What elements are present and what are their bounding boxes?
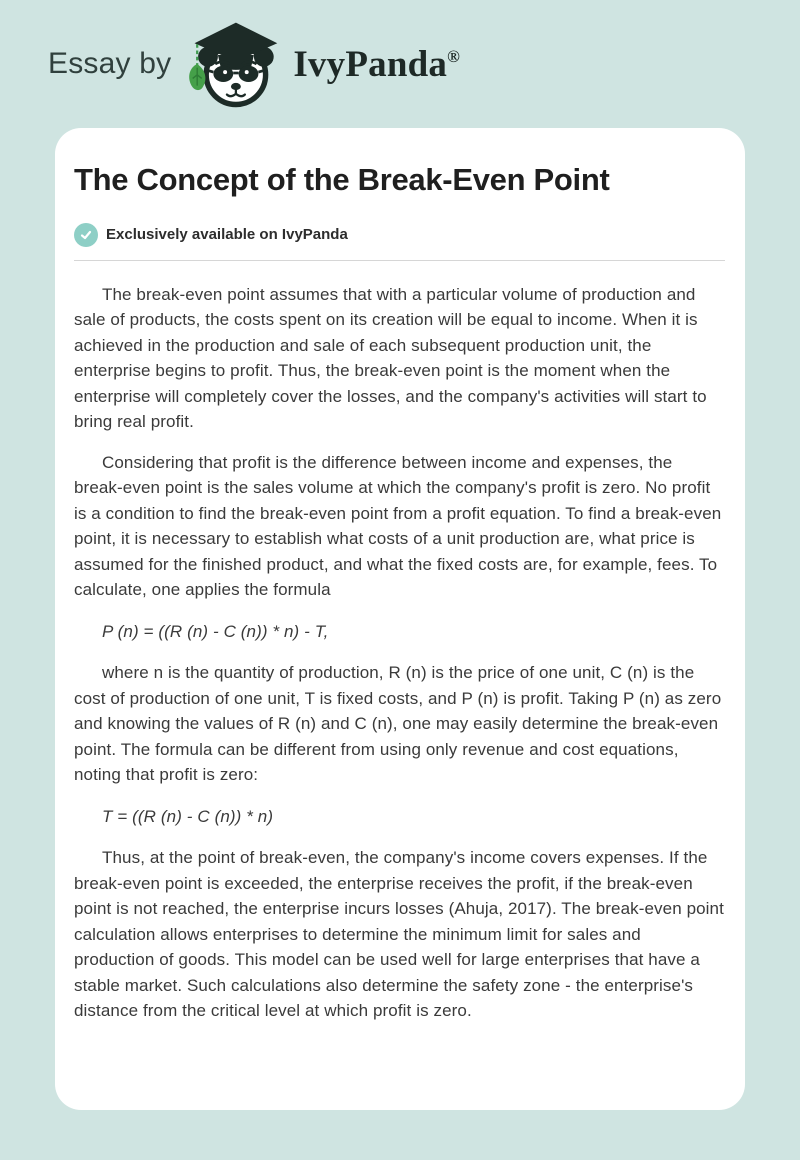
profit-formula: P (n) = ((R (n) - C (n)) * n) - T, <box>102 621 329 641</box>
essay-paragraph: where n is the quantity of production, R (n) is the price of one unit, C (n) is the cost of production of one unit, T is fixed costs, and P (n) is profit. Taking P (n) as zero and knowing the values of R (n) and C (n), one may easily determine the break-even point. The formula can be different from using only revenue and cost equations, noting that profit is zero: <box>74 663 722 785</box>
brand-wordmark <box>293 43 460 86</box>
registered-trademark: ® <box>447 46 460 66</box>
page-title: The Concept of the Break-Even Point <box>74 162 610 197</box>
panda-graduate-logo-svg <box>185 19 285 109</box>
essay-card <box>55 128 745 1110</box>
essay-body <box>74 282 725 1024</box>
divider <box>74 260 725 261</box>
ivypanda-panda-logo-icon <box>185 19 285 109</box>
essay-paragraph: The break-even point assumes that with a particular volume of production and sale of products, the costs spent on its creation will be equal to income. When it is achieved in the production and sale of each subsequent production unit, the enterprise begins to profit. Thus, the break-even point is the moment when the enterprise will completely cover the losses, and the company's activities will start to bring real profit. <box>74 284 707 432</box>
site-header <box>0 0 800 128</box>
brand-name: IvyPanda <box>293 43 448 85</box>
essay-paragraph: Considering that profit is the difference between income and expenses, the break-even point is the sales volume at which the company's profit is zero. No profit is a condition to find the break-even point from a profit equation. To find a break-even point, it is necessary to establish what costs of a unit production are, what price is assumed for the finished product, and what the fixed costs are, for example, fees. To calculate, one applies the formula <box>74 452 722 600</box>
essay-by-label: Essay by <box>48 47 172 80</box>
check-icon <box>74 223 98 247</box>
exclusive-badge <box>74 223 725 247</box>
fixed-costs-formula: T = ((R (n) - C (n)) * n) <box>102 806 274 826</box>
exclusive-badge-label: Exclusively available on IvyPanda <box>106 226 348 244</box>
essay-paragraph: Thus, at the point of break-even, the company's income covers expenses. If the break-even point is exceeded, the enterprise receives the profit, if the break-even point is not reached, the enterprise incurs losses (Ahuja, 2017). The break-even point calculation allows enterprises to determine the minimum limit for sales and production of goods. This model can be used well for large enterprises that have a stable market. Such calculations also determine the safety zone - the enterprise's distance from the critical level at which profit is zero. <box>74 848 724 1021</box>
